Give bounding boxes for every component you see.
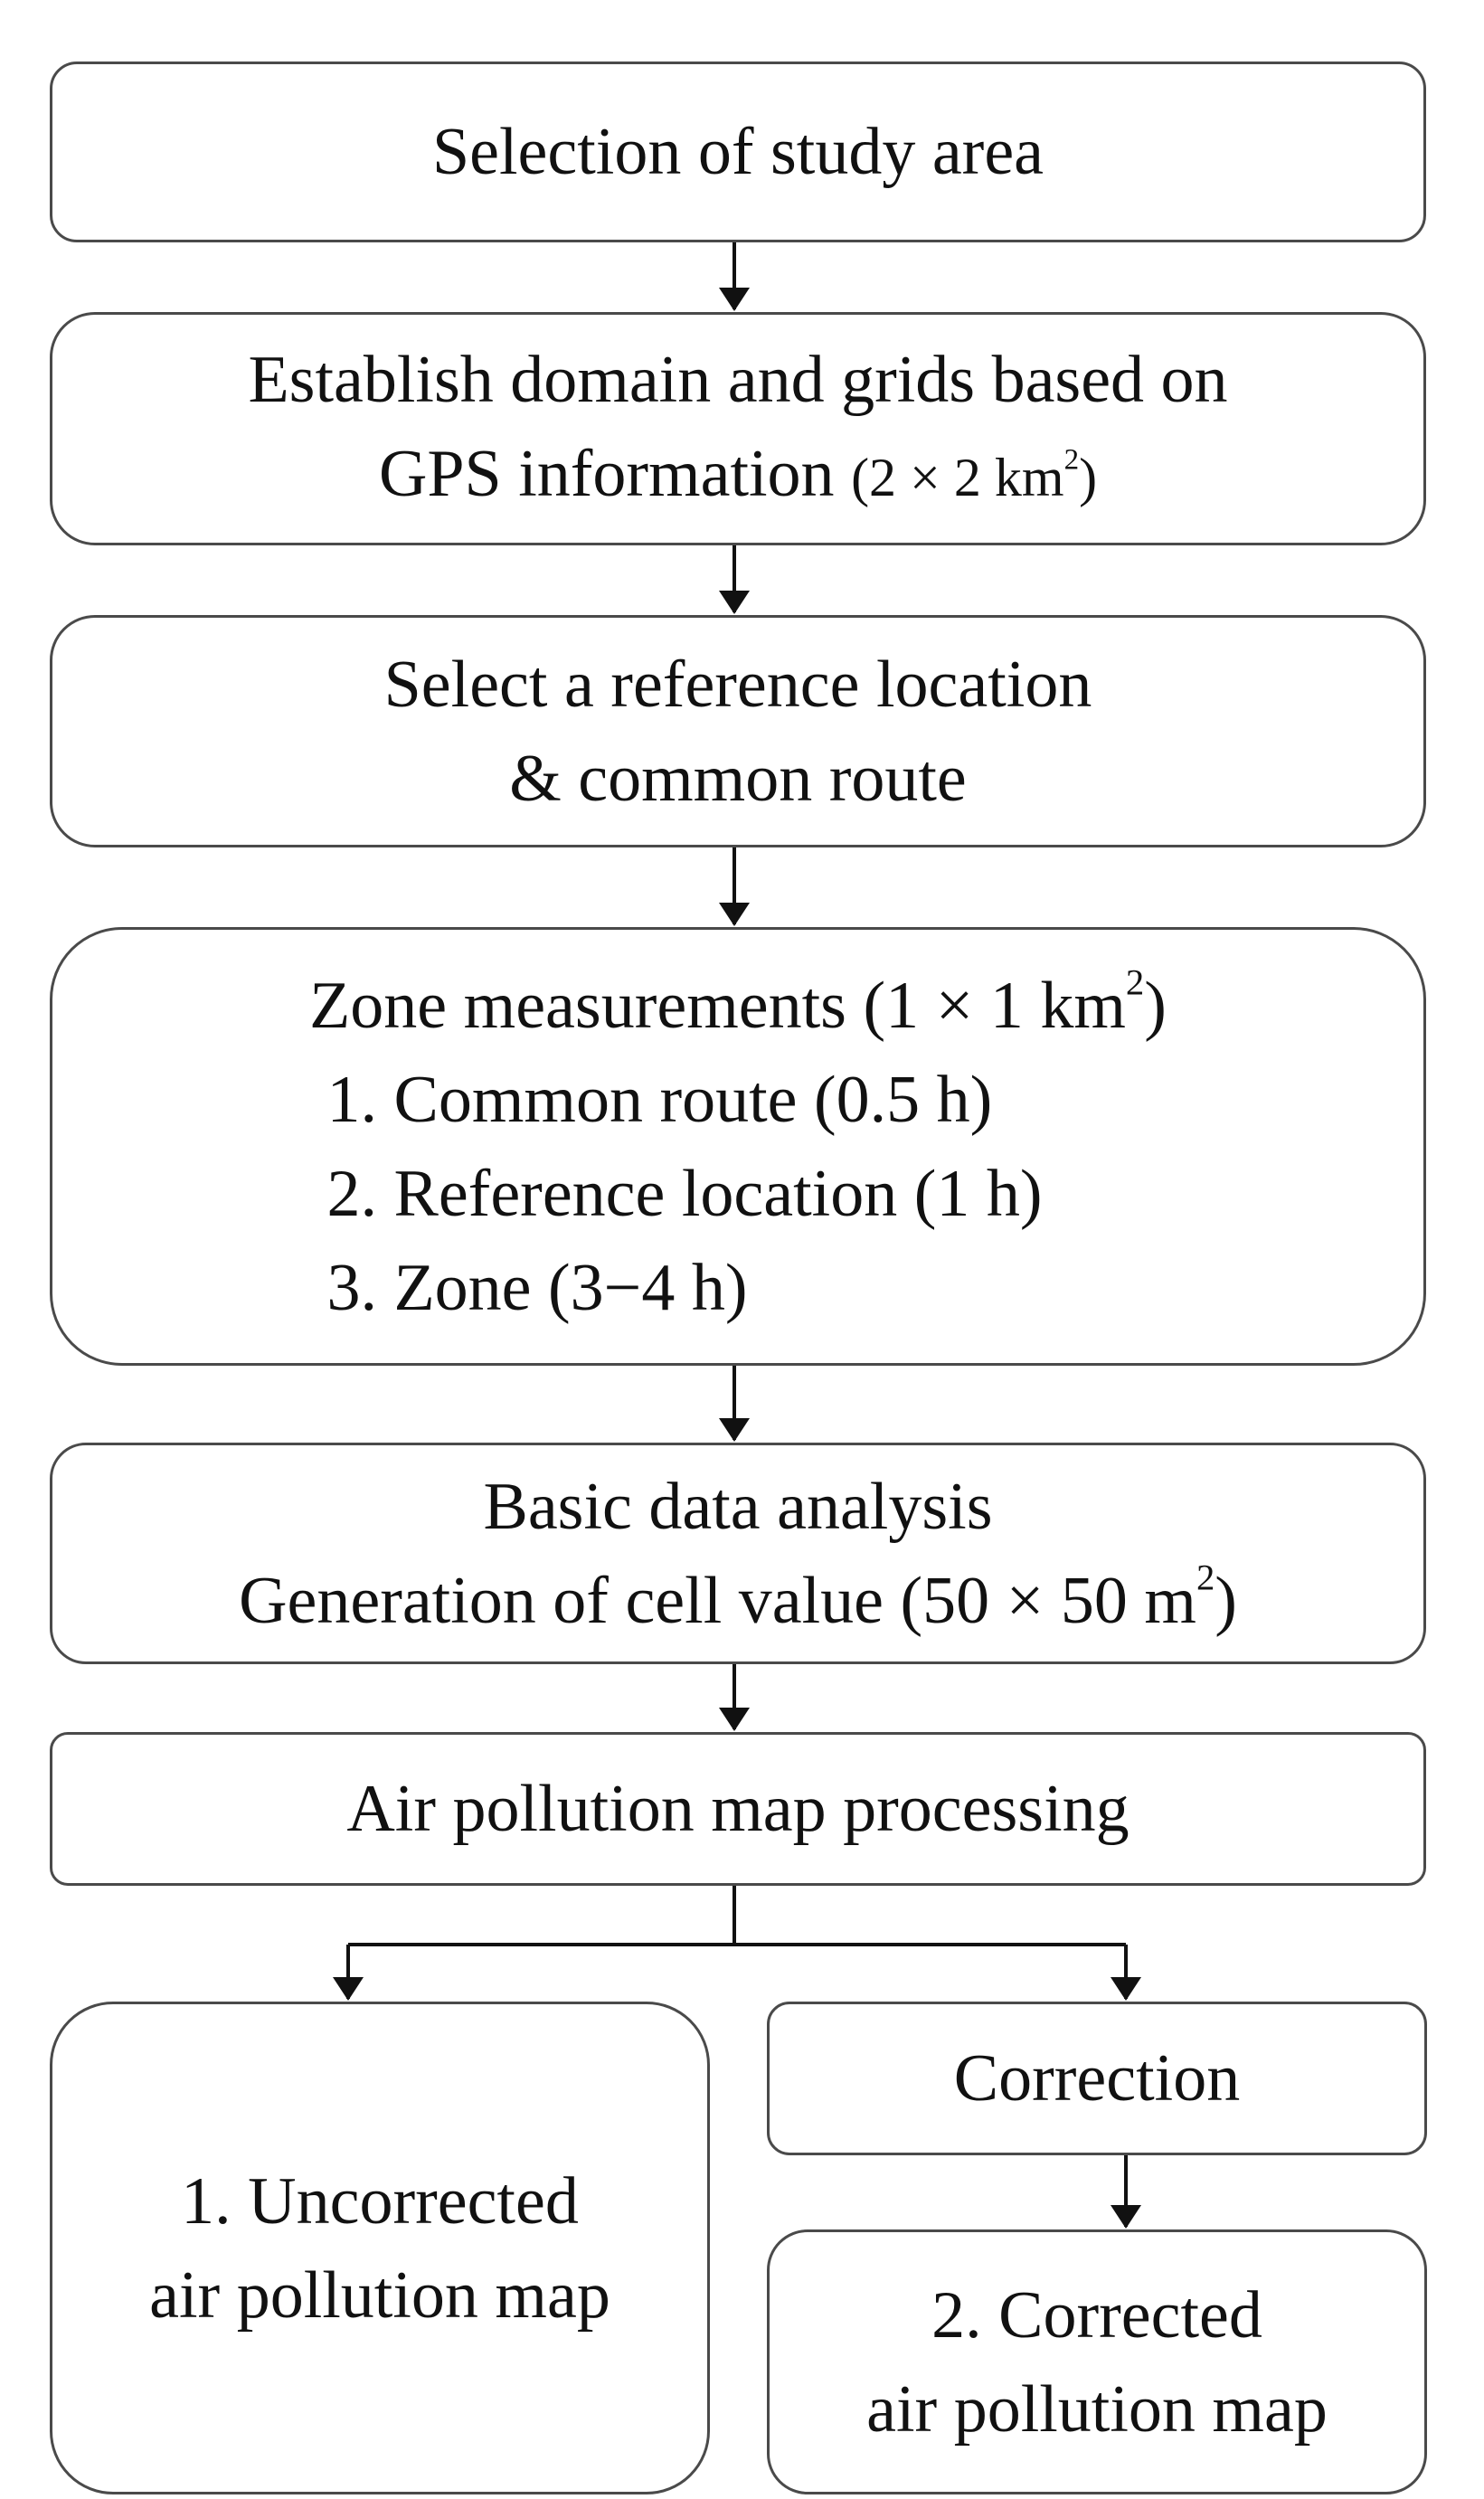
uncorrected-line-1: 1. Uncorrected: [181, 2163, 579, 2239]
step-basic-data-analysis: [50, 1443, 1426, 1664]
zone-item-common-route: 1. Common route (0.5 h): [326, 1062, 993, 1137]
zone-item-zone: 3. Zone (3−4 h): [326, 1250, 748, 1325]
analysis-line-2: Generation of cell value (50 × 50 $m^2$): [239, 1556, 1237, 1638]
zone-items: [326, 1053, 1042, 1335]
corrected-line-2: air pollution map: [866, 2371, 1328, 2447]
map-processing-text: Air pollution map processing: [346, 1772, 1130, 1846]
zone-title: Zone measurements (1 × 1 $km^2$): [309, 961, 1167, 1043]
domain-dimensions: (2 × 2 $km^2$): [851, 443, 1098, 507]
step-establish-domain: [50, 312, 1426, 545]
output-uncorrected-map: [50, 2002, 710, 2494]
reference-line-2: & common route: [509, 741, 967, 816]
reference-line-1: Select a reference location: [383, 647, 1092, 722]
uncorrected-line-2: air pollution map: [149, 2258, 610, 2333]
output-corrected-map: [767, 2229, 1427, 2494]
study-area-text: Selection of study area: [431, 115, 1044, 189]
domain-line-2: GPS information (2 × 2 $km^2$): [378, 437, 1098, 511]
corrected-line-1: 2. Corrected: [931, 2277, 1262, 2352]
step-correction: [767, 2002, 1427, 2155]
step-zone-measurements: [50, 927, 1426, 1366]
step-selection-of-study-area: [50, 62, 1426, 242]
correction-text: Correction: [953, 2041, 1241, 2116]
analysis-line-1: Basic data analysis: [483, 1469, 993, 1544]
domain-line-1: Establish domain and grids based on: [248, 343, 1228, 417]
zone-item-reference-location: 2. Reference location (1 h): [326, 1156, 1043, 1231]
step-select-reference-location: [50, 615, 1426, 847]
step-air-pollution-map-processing: [50, 1732, 1426, 1886]
